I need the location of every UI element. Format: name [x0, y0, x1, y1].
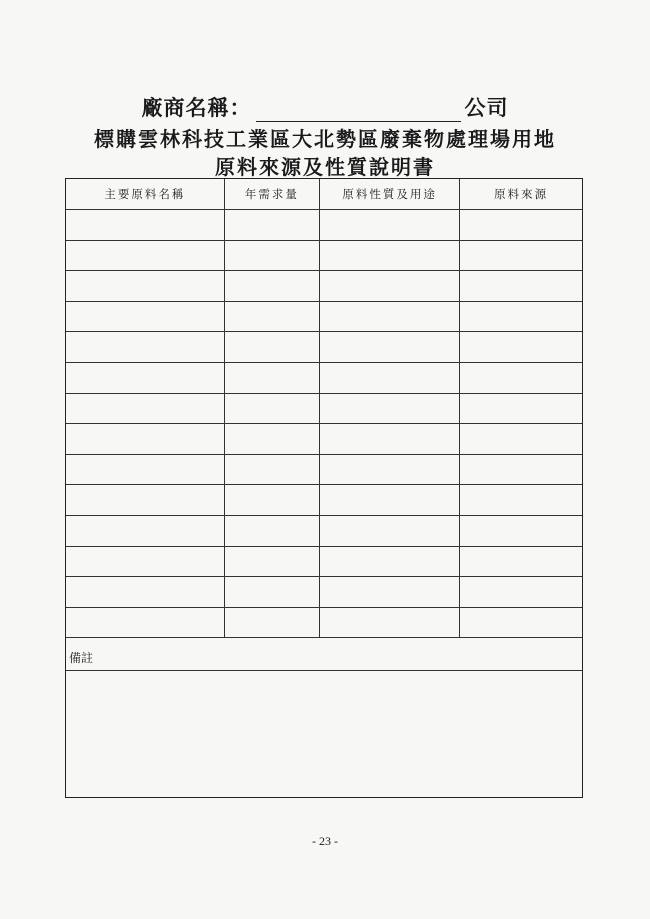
cell-material-name[interactable]	[66, 546, 224, 577]
table-row	[66, 271, 582, 302]
cell-annual-demand[interactable]	[224, 301, 319, 332]
table-row	[66, 362, 582, 393]
cell-source[interactable]	[460, 301, 582, 332]
cell-annual-demand[interactable]	[224, 577, 319, 608]
cell-property-usage[interactable]	[319, 424, 459, 455]
page-number: - 23 -	[312, 834, 338, 848]
table-body	[66, 210, 582, 638]
company-suffix: 公司	[464, 95, 509, 120]
material-table	[66, 179, 582, 638]
cell-source[interactable]	[460, 424, 582, 455]
table-row	[66, 515, 582, 546]
column-header-property-usage: 原料性質及用途	[319, 179, 459, 210]
cell-annual-demand[interactable]	[224, 424, 319, 455]
table-row	[66, 577, 582, 608]
table-row	[66, 546, 582, 577]
cell-annual-demand[interactable]	[224, 362, 319, 393]
cell-material-name[interactable]	[66, 210, 224, 241]
cell-material-name[interactable]	[66, 607, 224, 638]
table-row	[66, 454, 582, 485]
table-row	[66, 301, 582, 332]
cell-property-usage[interactable]	[319, 362, 459, 393]
table-row	[66, 240, 582, 271]
cell-property-usage[interactable]	[319, 240, 459, 271]
cell-material-name[interactable]	[66, 454, 224, 485]
cell-material-name[interactable]	[66, 240, 224, 271]
cell-material-name[interactable]	[66, 424, 224, 455]
company-name-line	[0, 92, 650, 122]
remarks-label: 備註	[66, 637, 582, 671]
cell-source[interactable]	[460, 546, 582, 577]
column-header-annual-demand: 年需求量	[224, 179, 319, 210]
cell-source[interactable]	[460, 577, 582, 608]
cell-annual-demand[interactable]	[224, 485, 319, 516]
cell-property-usage[interactable]	[319, 332, 459, 363]
cell-property-usage[interactable]	[319, 577, 459, 608]
cell-annual-demand[interactable]	[224, 332, 319, 363]
cell-annual-demand[interactable]	[224, 515, 319, 546]
cell-source[interactable]	[460, 210, 582, 241]
table-row	[66, 332, 582, 363]
cell-source[interactable]	[460, 240, 582, 271]
cell-source[interactable]	[460, 332, 582, 363]
cell-annual-demand[interactable]	[224, 454, 319, 485]
cell-source[interactable]	[460, 607, 582, 638]
cell-material-name[interactable]	[66, 515, 224, 546]
form-frame	[65, 178, 583, 798]
cell-annual-demand[interactable]	[224, 546, 319, 577]
cell-material-name[interactable]	[66, 393, 224, 424]
table-row	[66, 607, 582, 638]
cell-property-usage[interactable]	[319, 301, 459, 332]
table-row	[66, 393, 582, 424]
cell-annual-demand[interactable]	[224, 271, 319, 302]
remarks-area[interactable]	[66, 671, 582, 797]
cell-property-usage[interactable]	[319, 393, 459, 424]
document-title-line2: 原料來源及性質說明書	[215, 155, 435, 179]
cell-annual-demand[interactable]	[224, 607, 319, 638]
cell-property-usage[interactable]	[319, 546, 459, 577]
cell-property-usage[interactable]	[319, 454, 459, 485]
cell-source[interactable]	[460, 515, 582, 546]
cell-property-usage[interactable]	[319, 210, 459, 241]
cell-source[interactable]	[460, 485, 582, 516]
table-row	[66, 485, 582, 516]
cell-property-usage[interactable]	[319, 515, 459, 546]
column-header-source: 原料來源	[460, 179, 582, 210]
cell-material-name[interactable]	[66, 301, 224, 332]
table-row	[66, 210, 582, 241]
cell-material-name[interactable]	[66, 485, 224, 516]
document-title-line1: 標購雲林科技工業區大北勢區廢棄物處理場用地	[94, 127, 556, 151]
cell-annual-demand[interactable]	[224, 393, 319, 424]
table-header-row	[66, 179, 582, 210]
cell-material-name[interactable]	[66, 577, 224, 608]
cell-annual-demand[interactable]	[224, 210, 319, 241]
cell-source[interactable]	[460, 393, 582, 424]
cell-source[interactable]	[460, 454, 582, 485]
cell-source[interactable]	[460, 271, 582, 302]
cell-material-name[interactable]	[66, 332, 224, 363]
company-name-blank[interactable]	[256, 101, 461, 122]
cell-material-name[interactable]	[66, 362, 224, 393]
column-header-material-name: 主要原料名稱	[66, 179, 224, 210]
cell-material-name[interactable]	[66, 271, 224, 302]
table-row	[66, 424, 582, 455]
cell-property-usage[interactable]	[319, 607, 459, 638]
cell-source[interactable]	[460, 362, 582, 393]
company-name-label: 廠商名稱：	[141, 95, 252, 120]
cell-annual-demand[interactable]	[224, 240, 319, 271]
cell-property-usage[interactable]	[319, 485, 459, 516]
cell-property-usage[interactable]	[319, 271, 459, 302]
